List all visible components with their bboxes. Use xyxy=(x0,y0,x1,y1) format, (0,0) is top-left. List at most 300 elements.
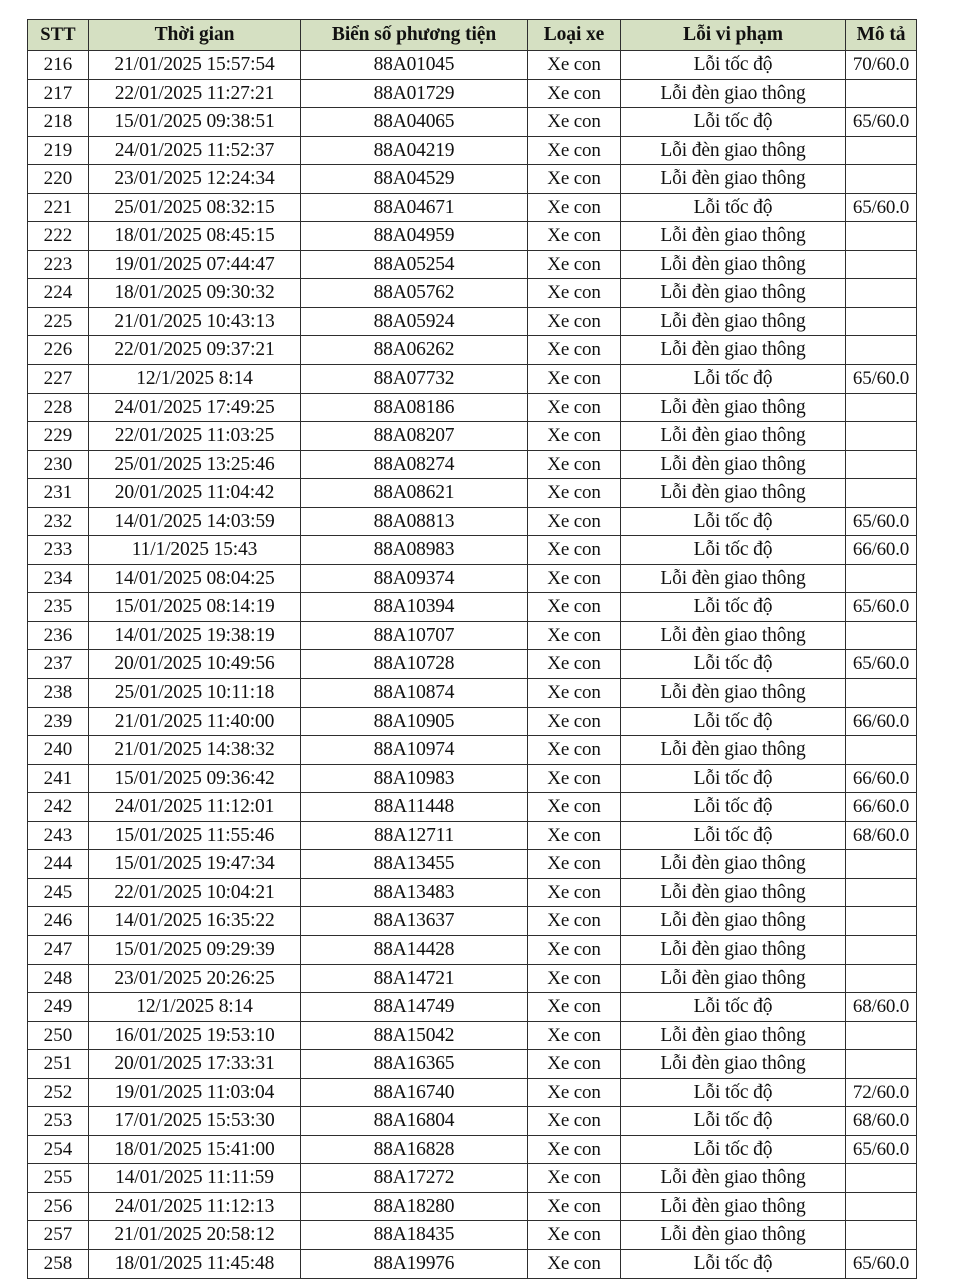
cell-time: 22/01/2025 10:04:21 xyxy=(89,878,301,907)
cell-stt: 232 xyxy=(28,507,89,536)
cell-plate: 88A05254 xyxy=(301,250,528,279)
table-row xyxy=(28,79,917,108)
cell-vehicle: Xe con xyxy=(528,907,621,936)
cell-offense: Lỗi đèn giao thông xyxy=(621,1050,846,1079)
cell-offense: Lỗi đèn giao thông xyxy=(621,1221,846,1250)
cell-desc xyxy=(846,79,917,108)
cell-stt: 253 xyxy=(28,1107,89,1136)
cell-desc xyxy=(846,279,917,308)
cell-stt: 238 xyxy=(28,679,89,708)
cell-plate: 88A01045 xyxy=(301,51,528,80)
cell-stt: 219 xyxy=(28,136,89,165)
cell-time: 25/01/2025 08:32:15 xyxy=(89,193,301,222)
cell-offense: Lỗi đèn giao thông xyxy=(621,79,846,108)
cell-offense: Lỗi đèn giao thông xyxy=(621,935,846,964)
cell-plate: 88A04529 xyxy=(301,165,528,194)
cell-desc xyxy=(846,1164,917,1193)
cell-time: 21/01/2025 11:40:00 xyxy=(89,707,301,736)
cell-offense: Lỗi đèn giao thông xyxy=(621,964,846,993)
cell-vehicle: Xe con xyxy=(528,479,621,508)
cell-offense: Lỗi tốc độ xyxy=(621,764,846,793)
cell-desc: 68/60.0 xyxy=(846,993,917,1022)
cell-vehicle: Xe con xyxy=(528,1249,621,1278)
table-row xyxy=(28,621,917,650)
table-row xyxy=(28,507,917,536)
cell-offense: Lỗi đèn giao thông xyxy=(621,422,846,451)
cell-vehicle: Xe con xyxy=(528,964,621,993)
cell-desc xyxy=(846,250,917,279)
cell-offense: Lỗi đèn giao thông xyxy=(621,564,846,593)
cell-vehicle: Xe con xyxy=(528,51,621,80)
table-row xyxy=(28,1021,917,1050)
cell-desc xyxy=(846,307,917,336)
cell-desc xyxy=(846,850,917,879)
cell-plate: 88A18435 xyxy=(301,1221,528,1250)
cell-plate: 88A10974 xyxy=(301,736,528,765)
cell-stt: 220 xyxy=(28,165,89,194)
cell-plate: 88A16740 xyxy=(301,1078,528,1107)
cell-offense: Lỗi đèn giao thông xyxy=(621,336,846,365)
cell-offense: Lỗi đèn giao thông xyxy=(621,907,846,936)
table-row xyxy=(28,793,917,822)
table-row xyxy=(28,307,917,336)
cell-offense: Lỗi tốc độ xyxy=(621,793,846,822)
cell-offense: Lỗi đèn giao thông xyxy=(621,393,846,422)
cell-plate: 88A14721 xyxy=(301,964,528,993)
cell-time: 18/01/2025 08:45:15 xyxy=(89,222,301,251)
cell-stt: 224 xyxy=(28,279,89,308)
cell-offense: Lỗi tốc độ xyxy=(621,536,846,565)
table-row xyxy=(28,51,917,80)
cell-stt: 228 xyxy=(28,393,89,422)
cell-desc: 65/60.0 xyxy=(846,193,917,222)
column-header-vehicle: Loại xe xyxy=(528,20,621,51)
table-row xyxy=(28,193,917,222)
cell-plate: 88A04959 xyxy=(301,222,528,251)
cell-plate: 88A17272 xyxy=(301,1164,528,1193)
cell-time: 18/01/2025 11:45:48 xyxy=(89,1249,301,1278)
cell-time: 19/01/2025 07:44:47 xyxy=(89,250,301,279)
cell-plate: 88A16804 xyxy=(301,1107,528,1136)
cell-stt: 239 xyxy=(28,707,89,736)
cell-desc xyxy=(846,136,917,165)
table-row xyxy=(28,993,917,1022)
table-row xyxy=(28,935,917,964)
cell-vehicle: Xe con xyxy=(528,393,621,422)
cell-plate: 88A10394 xyxy=(301,593,528,622)
cell-offense: Lỗi tốc độ xyxy=(621,193,846,222)
cell-vehicle: Xe con xyxy=(528,793,621,822)
cell-vehicle: Xe con xyxy=(528,679,621,708)
cell-vehicle: Xe con xyxy=(528,307,621,336)
cell-time: 20/01/2025 10:49:56 xyxy=(89,650,301,679)
cell-desc xyxy=(846,479,917,508)
cell-stt: 250 xyxy=(28,1021,89,1050)
cell-stt: 256 xyxy=(28,1192,89,1221)
table-row xyxy=(28,850,917,879)
cell-vehicle: Xe con xyxy=(528,336,621,365)
cell-desc xyxy=(846,1192,917,1221)
cell-time: 12/1/2025 8:14 xyxy=(89,993,301,1022)
column-header-offense: Lỗi vi phạm xyxy=(621,20,846,51)
cell-time: 24/01/2025 11:12:01 xyxy=(89,793,301,822)
cell-desc xyxy=(846,935,917,964)
cell-vehicle: Xe con xyxy=(528,279,621,308)
cell-stt: 218 xyxy=(28,108,89,137)
cell-offense: Lỗi đèn giao thông xyxy=(621,279,846,308)
cell-desc xyxy=(846,1221,917,1250)
cell-offense: Lỗi đèn giao thông xyxy=(621,1021,846,1050)
cell-plate: 88A08186 xyxy=(301,393,528,422)
cell-plate: 88A08274 xyxy=(301,450,528,479)
cell-plate: 88A16365 xyxy=(301,1050,528,1079)
table-row xyxy=(28,907,917,936)
cell-plate: 88A12711 xyxy=(301,821,528,850)
cell-desc: 65/60.0 xyxy=(846,507,917,536)
cell-vehicle: Xe con xyxy=(528,821,621,850)
cell-plate: 88A05762 xyxy=(301,279,528,308)
cell-vehicle: Xe con xyxy=(528,621,621,650)
cell-time: 25/01/2025 10:11:18 xyxy=(89,679,301,708)
cell-plate: 88A16828 xyxy=(301,1135,528,1164)
cell-stt: 229 xyxy=(28,422,89,451)
cell-stt: 252 xyxy=(28,1078,89,1107)
cell-desc xyxy=(846,393,917,422)
cell-offense: Lỗi tốc độ xyxy=(621,707,846,736)
table-row xyxy=(28,279,917,308)
table-row xyxy=(28,450,917,479)
cell-desc xyxy=(846,1021,917,1050)
cell-offense: Lỗi đèn giao thông xyxy=(621,878,846,907)
cell-vehicle: Xe con xyxy=(528,736,621,765)
cell-offense: Lỗi tốc độ xyxy=(621,108,846,137)
cell-vehicle: Xe con xyxy=(528,108,621,137)
table-row xyxy=(28,422,917,451)
cell-vehicle: Xe con xyxy=(528,536,621,565)
table-row xyxy=(28,250,917,279)
cell-plate: 88A01729 xyxy=(301,79,528,108)
cell-time: 11/1/2025 15:43 xyxy=(89,536,301,565)
table-row xyxy=(28,593,917,622)
cell-stt: 227 xyxy=(28,365,89,394)
cell-stt: 226 xyxy=(28,336,89,365)
cell-offense: Lỗi tốc độ xyxy=(621,1135,846,1164)
cell-plate: 88A13637 xyxy=(301,907,528,936)
cell-desc: 68/60.0 xyxy=(846,821,917,850)
cell-offense: Lỗi đèn giao thông xyxy=(621,479,846,508)
cell-plate: 88A07732 xyxy=(301,365,528,394)
table-row xyxy=(28,679,917,708)
table-row xyxy=(28,821,917,850)
cell-stt: 258 xyxy=(28,1249,89,1278)
cell-stt: 251 xyxy=(28,1050,89,1079)
cell-desc: 66/60.0 xyxy=(846,536,917,565)
table-row xyxy=(28,393,917,422)
cell-plate: 88A04219 xyxy=(301,136,528,165)
cell-plate: 88A08813 xyxy=(301,507,528,536)
cell-plate: 88A10905 xyxy=(301,707,528,736)
cell-vehicle: Xe con xyxy=(528,1221,621,1250)
cell-desc xyxy=(846,878,917,907)
cell-time: 23/01/2025 12:24:34 xyxy=(89,165,301,194)
cell-stt: 230 xyxy=(28,450,89,479)
cell-offense: Lỗi tốc độ xyxy=(621,1249,846,1278)
cell-desc: 65/60.0 xyxy=(846,650,917,679)
cell-stt: 242 xyxy=(28,793,89,822)
header-row xyxy=(28,20,917,51)
cell-offense: Lỗi đèn giao thông xyxy=(621,136,846,165)
cell-time: 22/01/2025 11:27:21 xyxy=(89,79,301,108)
cell-offense: Lỗi tốc độ xyxy=(621,821,846,850)
cell-offense: Lỗi tốc độ xyxy=(621,993,846,1022)
cell-time: 18/01/2025 15:41:00 xyxy=(89,1135,301,1164)
cell-offense: Lỗi đèn giao thông xyxy=(621,736,846,765)
cell-stt: 222 xyxy=(28,222,89,251)
table-row xyxy=(28,764,917,793)
cell-time: 16/01/2025 19:53:10 xyxy=(89,1021,301,1050)
cell-vehicle: Xe con xyxy=(528,450,621,479)
cell-time: 15/01/2025 19:47:34 xyxy=(89,850,301,879)
cell-time: 22/01/2025 11:03:25 xyxy=(89,422,301,451)
cell-desc xyxy=(846,450,917,479)
table-row xyxy=(28,479,917,508)
cell-offense: Lỗi tốc độ xyxy=(621,51,846,80)
cell-offense: Lỗi đèn giao thông xyxy=(621,307,846,336)
cell-vehicle: Xe con xyxy=(528,1135,621,1164)
cell-time: 21/01/2025 14:38:32 xyxy=(89,736,301,765)
cell-desc: 66/60.0 xyxy=(846,707,917,736)
table-row xyxy=(28,1050,917,1079)
column-header-plate: Biển số phương tiện xyxy=(301,20,528,51)
cell-offense: Lỗi tốc độ xyxy=(621,593,846,622)
cell-stt: 240 xyxy=(28,736,89,765)
cell-stt: 249 xyxy=(28,993,89,1022)
cell-plate: 88A09374 xyxy=(301,564,528,593)
cell-vehicle: Xe con xyxy=(528,993,621,1022)
cell-vehicle: Xe con xyxy=(528,250,621,279)
cell-vehicle: Xe con xyxy=(528,564,621,593)
cell-offense: Lỗi đèn giao thông xyxy=(621,250,846,279)
column-header-desc: Mô tả xyxy=(846,20,917,51)
cell-plate: 88A08621 xyxy=(301,479,528,508)
cell-desc: 65/60.0 xyxy=(846,365,917,394)
cell-stt: 245 xyxy=(28,878,89,907)
cell-vehicle: Xe con xyxy=(528,764,621,793)
cell-vehicle: Xe con xyxy=(528,850,621,879)
cell-stt: 236 xyxy=(28,621,89,650)
cell-desc: 65/60.0 xyxy=(846,593,917,622)
cell-stt: 254 xyxy=(28,1135,89,1164)
cell-plate: 88A05924 xyxy=(301,307,528,336)
table-row xyxy=(28,108,917,137)
cell-plate: 88A04065 xyxy=(301,108,528,137)
cell-time: 22/01/2025 09:37:21 xyxy=(89,336,301,365)
table-row xyxy=(28,1135,917,1164)
table-row xyxy=(28,878,917,907)
table-row xyxy=(28,1164,917,1193)
cell-desc: 66/60.0 xyxy=(846,764,917,793)
cell-time: 15/01/2025 09:36:42 xyxy=(89,764,301,793)
cell-time: 23/01/2025 20:26:25 xyxy=(89,964,301,993)
cell-vehicle: Xe con xyxy=(528,165,621,194)
cell-plate: 88A10728 xyxy=(301,650,528,679)
cell-stt: 247 xyxy=(28,935,89,964)
cell-stt: 231 xyxy=(28,479,89,508)
cell-stt: 255 xyxy=(28,1164,89,1193)
cell-desc: 66/60.0 xyxy=(846,793,917,822)
cell-time: 15/01/2025 08:14:19 xyxy=(89,593,301,622)
table-row xyxy=(28,165,917,194)
table-body xyxy=(28,51,917,1279)
cell-vehicle: Xe con xyxy=(528,79,621,108)
cell-stt: 246 xyxy=(28,907,89,936)
cell-time: 21/01/2025 15:57:54 xyxy=(89,51,301,80)
cell-offense: Lỗi đèn giao thông xyxy=(621,165,846,194)
cell-vehicle: Xe con xyxy=(528,1021,621,1050)
cell-time: 24/01/2025 11:12:13 xyxy=(89,1192,301,1221)
cell-time: 19/01/2025 11:03:04 xyxy=(89,1078,301,1107)
cell-plate: 88A04671 xyxy=(301,193,528,222)
table-row xyxy=(28,1192,917,1221)
table-header xyxy=(28,20,917,51)
table-row xyxy=(28,136,917,165)
table-row xyxy=(28,964,917,993)
table-row xyxy=(28,1107,917,1136)
cell-time: 15/01/2025 09:29:39 xyxy=(89,935,301,964)
cell-plate: 88A14428 xyxy=(301,935,528,964)
cell-stt: 243 xyxy=(28,821,89,850)
cell-plate: 88A13455 xyxy=(301,850,528,879)
table-row xyxy=(28,1078,917,1107)
cell-plate: 88A18280 xyxy=(301,1192,528,1221)
cell-time: 14/01/2025 08:04:25 xyxy=(89,564,301,593)
cell-stt: 221 xyxy=(28,193,89,222)
cell-vehicle: Xe con xyxy=(528,1192,621,1221)
cell-stt: 223 xyxy=(28,250,89,279)
cell-vehicle: Xe con xyxy=(528,507,621,536)
cell-vehicle: Xe con xyxy=(528,650,621,679)
table-row xyxy=(28,365,917,394)
cell-vehicle: Xe con xyxy=(528,422,621,451)
cell-offense: Lỗi đèn giao thông xyxy=(621,450,846,479)
cell-time: 25/01/2025 13:25:46 xyxy=(89,450,301,479)
cell-desc xyxy=(846,679,917,708)
cell-vehicle: Xe con xyxy=(528,935,621,964)
cell-desc: 65/60.0 xyxy=(846,108,917,137)
cell-offense: Lỗi đèn giao thông xyxy=(621,679,846,708)
cell-plate: 88A10874 xyxy=(301,679,528,708)
cell-plate: 88A11448 xyxy=(301,793,528,822)
cell-time: 20/01/2025 17:33:31 xyxy=(89,1050,301,1079)
cell-plate: 88A08983 xyxy=(301,536,528,565)
cell-desc: 65/60.0 xyxy=(846,1249,917,1278)
cell-vehicle: Xe con xyxy=(528,365,621,394)
cell-desc xyxy=(846,222,917,251)
traffic-violation-table xyxy=(27,19,917,1279)
table-row xyxy=(28,564,917,593)
column-header-time: Thời gian xyxy=(89,20,301,51)
cell-stt: 233 xyxy=(28,536,89,565)
cell-vehicle: Xe con xyxy=(528,1050,621,1079)
cell-desc xyxy=(846,1050,917,1079)
cell-desc: 70/60.0 xyxy=(846,51,917,80)
cell-desc xyxy=(846,336,917,365)
table-row xyxy=(28,336,917,365)
cell-vehicle: Xe con xyxy=(528,1107,621,1136)
table-row xyxy=(28,650,917,679)
table-row xyxy=(28,1221,917,1250)
cell-offense: Lỗi tốc độ xyxy=(621,650,846,679)
column-header-stt: STT xyxy=(28,20,89,51)
cell-stt: 257 xyxy=(28,1221,89,1250)
cell-plate: 88A19976 xyxy=(301,1249,528,1278)
cell-stt: 234 xyxy=(28,564,89,593)
cell-desc xyxy=(846,907,917,936)
cell-offense: Lỗi đèn giao thông xyxy=(621,850,846,879)
table-row xyxy=(28,736,917,765)
cell-time: 24/01/2025 11:52:37 xyxy=(89,136,301,165)
cell-desc xyxy=(846,564,917,593)
cell-desc xyxy=(846,422,917,451)
cell-plate: 88A15042 xyxy=(301,1021,528,1050)
cell-desc xyxy=(846,964,917,993)
cell-plate: 88A06262 xyxy=(301,336,528,365)
cell-time: 14/01/2025 11:11:59 xyxy=(89,1164,301,1193)
table-row xyxy=(28,222,917,251)
cell-offense: Lỗi tốc độ xyxy=(621,1107,846,1136)
cell-offense: Lỗi tốc độ xyxy=(621,507,846,536)
cell-offense: Lỗi đèn giao thông xyxy=(621,621,846,650)
table-row xyxy=(28,536,917,565)
cell-stt: 217 xyxy=(28,79,89,108)
cell-stt: 237 xyxy=(28,650,89,679)
table-row xyxy=(28,1249,917,1278)
cell-time: 15/01/2025 09:38:51 xyxy=(89,108,301,137)
cell-time: 18/01/2025 09:30:32 xyxy=(89,279,301,308)
cell-time: 14/01/2025 14:03:59 xyxy=(89,507,301,536)
cell-time: 20/01/2025 11:04:42 xyxy=(89,479,301,508)
cell-vehicle: Xe con xyxy=(528,193,621,222)
cell-desc xyxy=(846,736,917,765)
cell-time: 21/01/2025 10:43:13 xyxy=(89,307,301,336)
cell-stt: 216 xyxy=(28,51,89,80)
cell-time: 12/1/2025 8:14 xyxy=(89,365,301,394)
cell-time: 21/01/2025 20:58:12 xyxy=(89,1221,301,1250)
cell-offense: Lỗi đèn giao thông xyxy=(621,222,846,251)
cell-stt: 241 xyxy=(28,764,89,793)
cell-desc: 65/60.0 xyxy=(846,1135,917,1164)
cell-stt: 244 xyxy=(28,850,89,879)
cell-vehicle: Xe con xyxy=(528,707,621,736)
table-row xyxy=(28,707,917,736)
cell-time: 15/01/2025 11:55:46 xyxy=(89,821,301,850)
cell-offense: Lỗi đèn giao thông xyxy=(621,1192,846,1221)
cell-stt: 225 xyxy=(28,307,89,336)
cell-desc xyxy=(846,621,917,650)
cell-vehicle: Xe con xyxy=(528,1164,621,1193)
cell-desc: 68/60.0 xyxy=(846,1107,917,1136)
cell-plate: 88A08207 xyxy=(301,422,528,451)
cell-vehicle: Xe con xyxy=(528,593,621,622)
cell-plate: 88A10707 xyxy=(301,621,528,650)
cell-time: 14/01/2025 19:38:19 xyxy=(89,621,301,650)
cell-time: 14/01/2025 16:35:22 xyxy=(89,907,301,936)
cell-time: 17/01/2025 15:53:30 xyxy=(89,1107,301,1136)
cell-vehicle: Xe con xyxy=(528,878,621,907)
cell-plate: 88A14749 xyxy=(301,993,528,1022)
cell-vehicle: Xe con xyxy=(528,222,621,251)
cell-time: 24/01/2025 17:49:25 xyxy=(89,393,301,422)
